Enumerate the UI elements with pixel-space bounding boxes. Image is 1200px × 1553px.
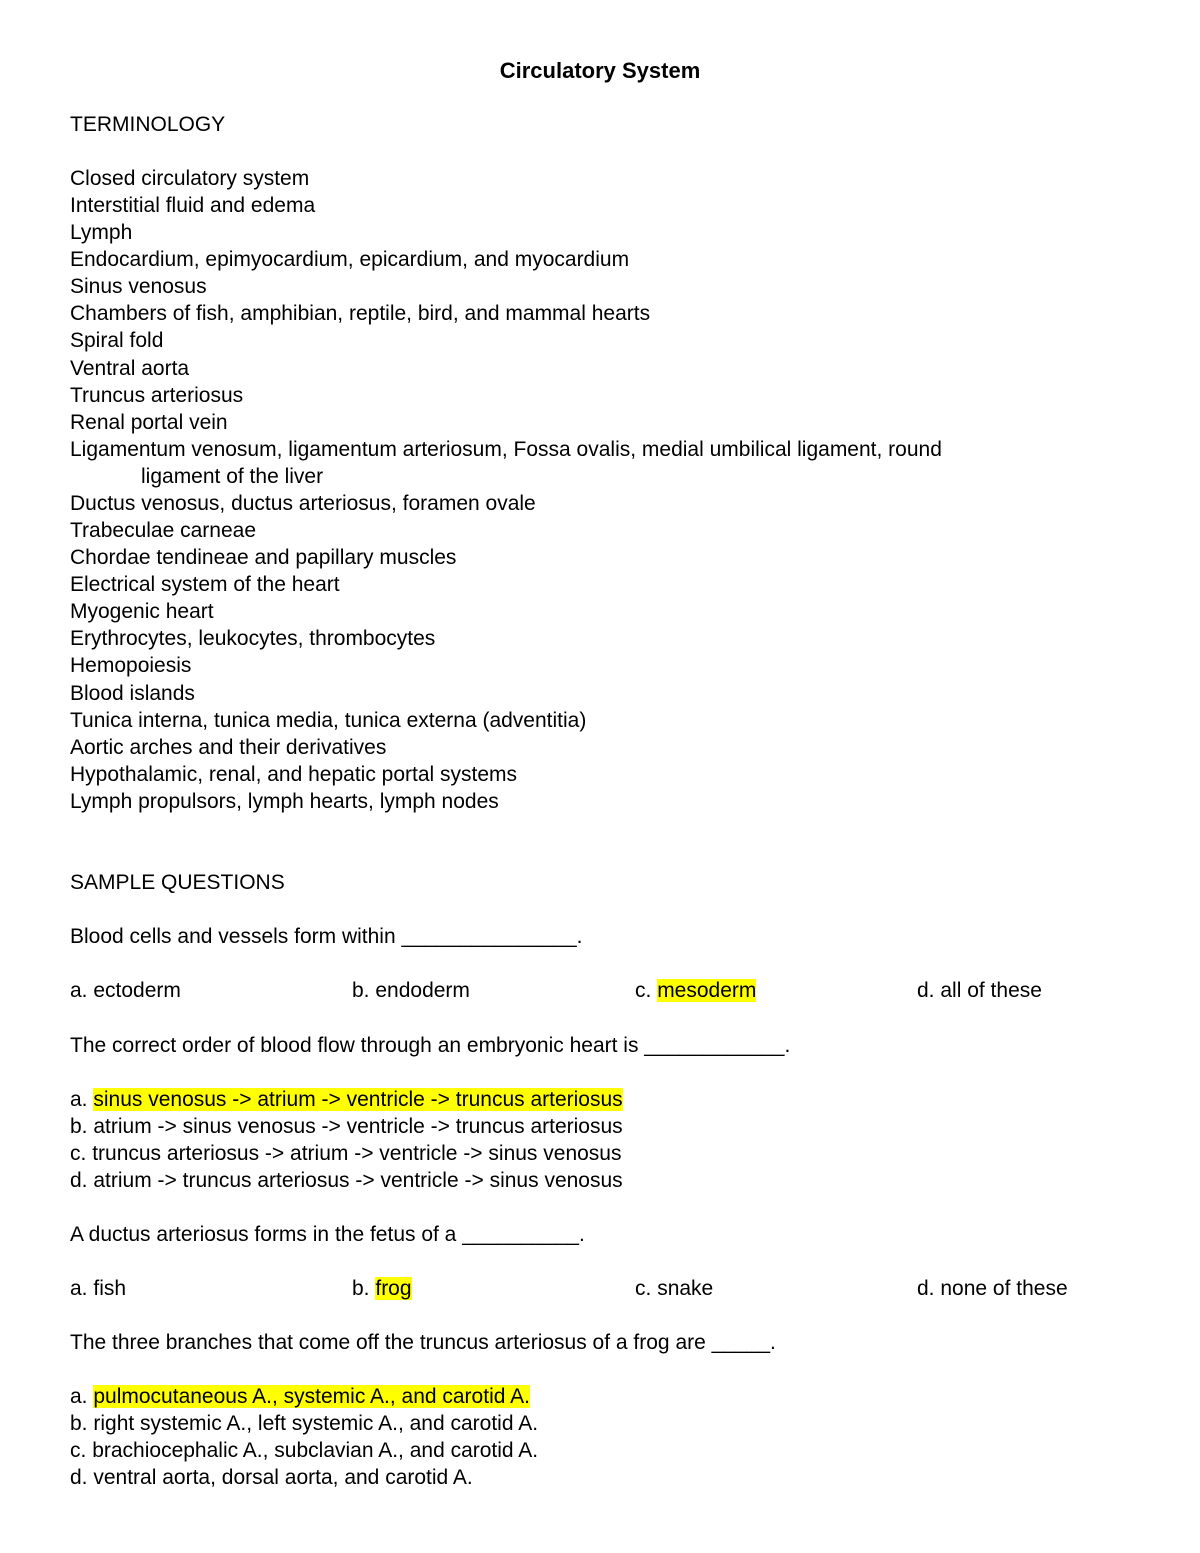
q1-option-b xyxy=(352,977,470,1004)
term-item: Tunica interna, tunica media, tunica externa (adventitia) xyxy=(70,709,587,732)
option-text: brachiocephalic A., subclavian A., and carotid A. xyxy=(92,1439,539,1462)
highlighted-answer: sinus venosus -> atrium -> ventricle -> truncus arteriosus xyxy=(93,1088,623,1111)
q1-option-a xyxy=(70,977,181,1004)
option-text: atrium -> sinus venosus -> ventricle -> truncus arteriosus xyxy=(93,1115,623,1138)
option-text: endoderm xyxy=(375,979,470,1002)
term-item: Renal portal vein xyxy=(70,411,228,434)
option-text: none of these xyxy=(940,1277,1068,1300)
option-letter: d. xyxy=(917,1277,935,1300)
term-item: Blood islands xyxy=(70,682,195,705)
term-item: Electrical system of the heart xyxy=(70,573,340,596)
option-letter: c. xyxy=(70,1142,87,1165)
option-text: ectoderm xyxy=(93,979,181,1002)
option-letter: a. xyxy=(70,1277,88,1300)
term-item: Erythrocytes, leukocytes, thrombocytes xyxy=(70,627,436,650)
term-item: Spiral fold xyxy=(70,329,164,352)
question-3: A ductus arteriosus forms in the fetus of a __________. xyxy=(70,1223,585,1246)
q1-option-c xyxy=(635,977,756,1004)
option-letter: c. xyxy=(635,979,652,1002)
option-letter: d. xyxy=(917,979,935,1002)
question-1: Blood cells and vessels form within _______________. xyxy=(70,925,583,948)
term-item: Interstitial fluid and edema xyxy=(70,194,316,217)
q2-option-c xyxy=(70,1140,621,1167)
option-text: snake xyxy=(657,1277,714,1300)
term-item: Ventral aorta xyxy=(70,357,190,380)
option-text: all of these xyxy=(940,979,1042,1002)
option-text: atrium -> truncus arteriosus -> ventricle -> sinus venosus xyxy=(93,1169,623,1192)
option-letter: c. xyxy=(70,1439,87,1462)
q2-option-d xyxy=(70,1167,623,1194)
term-item-continuation: ligament of the liver xyxy=(141,465,324,488)
term-item: Lymph xyxy=(70,221,133,244)
term-item: Ligamentum venosum, ligamentum arteriosum, Fossa ovalis, medial umbilical ligament, round xyxy=(70,438,942,461)
q4-option-b xyxy=(70,1410,538,1437)
option-letter: b. xyxy=(70,1412,88,1435)
highlighted-answer: mesoderm xyxy=(657,979,757,1002)
option-letter: b. xyxy=(352,1277,370,1300)
q3-option-d xyxy=(917,1275,1068,1302)
q1-option-d xyxy=(917,977,1042,1004)
q4-option-a xyxy=(70,1383,530,1410)
highlighted-answer: frog xyxy=(375,1277,412,1300)
option-letter: d. xyxy=(70,1169,88,1192)
page-title: Circulatory System xyxy=(499,58,701,83)
term-item: Myogenic heart xyxy=(70,600,214,623)
option-letter: c. xyxy=(635,1277,652,1300)
option-letter: b. xyxy=(352,979,370,1002)
term-item: Hemopoiesis xyxy=(70,654,192,677)
option-text: fish xyxy=(93,1277,127,1300)
q4-option-d xyxy=(70,1464,473,1491)
term-item: Truncus arteriosus xyxy=(70,384,244,407)
option-text: right systemic A., left systemic A., and carotid A. xyxy=(93,1412,539,1435)
term-item: Endocardium, epimyocardium, epicardium, and myocardium xyxy=(70,248,630,271)
option-text: truncus arteriosus -> atrium -> ventricle -> sinus venosus xyxy=(92,1142,622,1165)
option-letter: b. xyxy=(70,1115,88,1138)
term-item: Chordae tendineae and papillary muscles xyxy=(70,546,457,569)
question-2: The correct order of blood flow through an embryonic heart is ____________. xyxy=(70,1034,791,1057)
question-4: The three branches that come off the truncus arteriosus of a frog are _____. xyxy=(70,1331,776,1354)
term-item: Closed circulatory system xyxy=(70,167,310,190)
q4-option-c xyxy=(70,1437,538,1464)
q2-option-b xyxy=(70,1113,623,1140)
highlighted-answer: pulmocutaneous A., systemic A., and carotid A. xyxy=(93,1385,530,1408)
term-item: Sinus venosus xyxy=(70,275,207,298)
term-item: Trabeculae carneae xyxy=(70,519,257,542)
term-item: Hypothalamic, renal, and hepatic portal systems xyxy=(70,763,518,786)
option-letter: d. xyxy=(70,1466,88,1489)
term-item: Aortic arches and their derivatives xyxy=(70,736,387,759)
term-item: Chambers of fish, amphibian, reptile, bird, and mammal hearts xyxy=(70,302,651,325)
option-letter: a. xyxy=(70,1385,88,1408)
terminology-heading: TERMINOLOGY xyxy=(70,113,226,136)
sample-questions-heading: SAMPLE QUESTIONS xyxy=(70,871,285,894)
term-item: Lymph propulsors, lymph hearts, lymph nodes xyxy=(70,790,499,813)
q3-option-a xyxy=(70,1275,126,1302)
term-item: Ductus venosus, ductus arteriosus, foramen ovale xyxy=(70,492,536,515)
q3-option-b xyxy=(352,1275,412,1302)
q2-option-a xyxy=(70,1086,623,1113)
q3-option-c xyxy=(635,1275,713,1302)
option-text: ventral aorta, dorsal aorta, and carotid A. xyxy=(93,1466,473,1489)
option-letter: a. xyxy=(70,979,88,1002)
option-letter: a. xyxy=(70,1088,88,1111)
